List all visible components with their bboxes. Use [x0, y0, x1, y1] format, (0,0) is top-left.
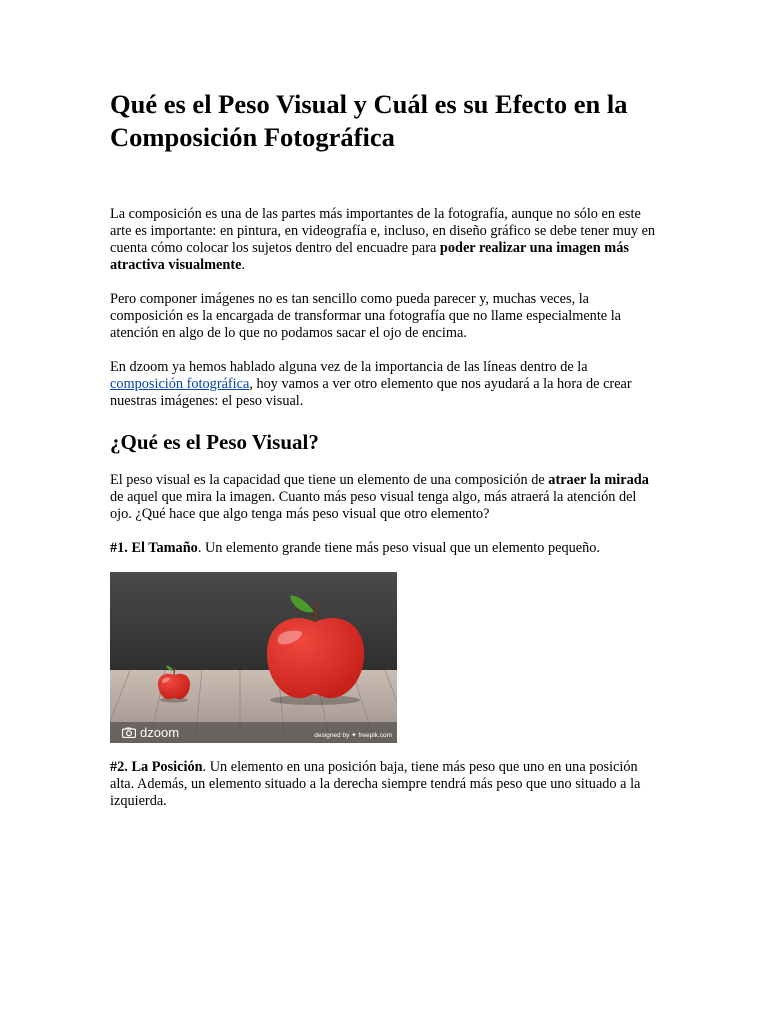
section-heading: ¿Qué es el Peso Visual? [110, 430, 319, 454]
watermark-text: dzoom [140, 725, 180, 740]
apples-illustration-graphic [110, 572, 397, 743]
paragraph-position-bold: #2. La Posición [110, 759, 203, 775]
paragraph-position-rest: . Un elemento en una posición baja, tiene más peso que uno en una posición alta. Además, un elemento situado a la derecha siempre tendrá más peso que uno situado a la izquierda. [110, 759, 641, 809]
paragraph-definition-rest: de aquel que mira la imagen. Cuanto más peso visual tenga algo, más atraerá la atención del ojo. ¿Qué hace que algo tenga más peso visual que otro elemento? [110, 489, 637, 522]
camera-icon [122, 727, 136, 738]
paragraph-intro-end: . [241, 257, 246, 273]
paragraph-definition-bold: atraer la mirada [548, 472, 649, 488]
paragraph-dzoom-text: En dzoom ya hemos hablado alguna vez de la importancia de las líneas dentro de la [110, 359, 588, 375]
paragraph-dzoom-rest: , hoy vamos a ver otro elemento que nos ayudará a la hora de crear nuestras imágenes: el peso visual. [110, 376, 632, 409]
dzoom-watermark [122, 725, 179, 740]
paragraph-definition-text: El peso visual es la capacidad que tiene un elemento de una composición de [110, 472, 549, 488]
composition-link[interactable]: composición fotográfica [110, 376, 250, 392]
paragraph-intro-text: La composición es una de las partes más importantes de la fotografía, aunque no sólo en este arte es importante: en pintura, en videografía e, incluso, en diseño gráfico se debe tener muy en cuenta cómo colocar los sujetos dentro del encuadre para [110, 206, 656, 256]
paragraph-composition: Pero componer imágenes no es tan sencillo como pueda parecer y, muchas veces, la composición es la encargada de transformar una fotografía que no llame especialmente la atención en algo de lo que no podamos sacar el ojo de encima. [110, 291, 622, 341]
paragraph-size [110, 540, 658, 557]
paragraph-intro [110, 206, 658, 274]
paragraph-position [110, 759, 658, 810]
paragraph-definition [110, 472, 658, 523]
paragraph-intro-bold: poder realizar una imagen más atractiva visualmente [110, 240, 629, 273]
paragraph-dzoom [110, 359, 658, 410]
paragraph-size-bold: #1. El Tamaño [110, 540, 198, 556]
image-credit: designed by ✦ freepik.com [314, 732, 392, 739]
article-body [110, 88, 658, 810]
article-title: Qué es el Peso Visual y Cuál es su Efecto en la Composición Fotográfica [110, 89, 628, 152]
apples-illustration [110, 572, 397, 743]
paragraph-size-rest: . Un elemento grande tiene más peso visual que un elemento pequeño. [197, 540, 600, 556]
